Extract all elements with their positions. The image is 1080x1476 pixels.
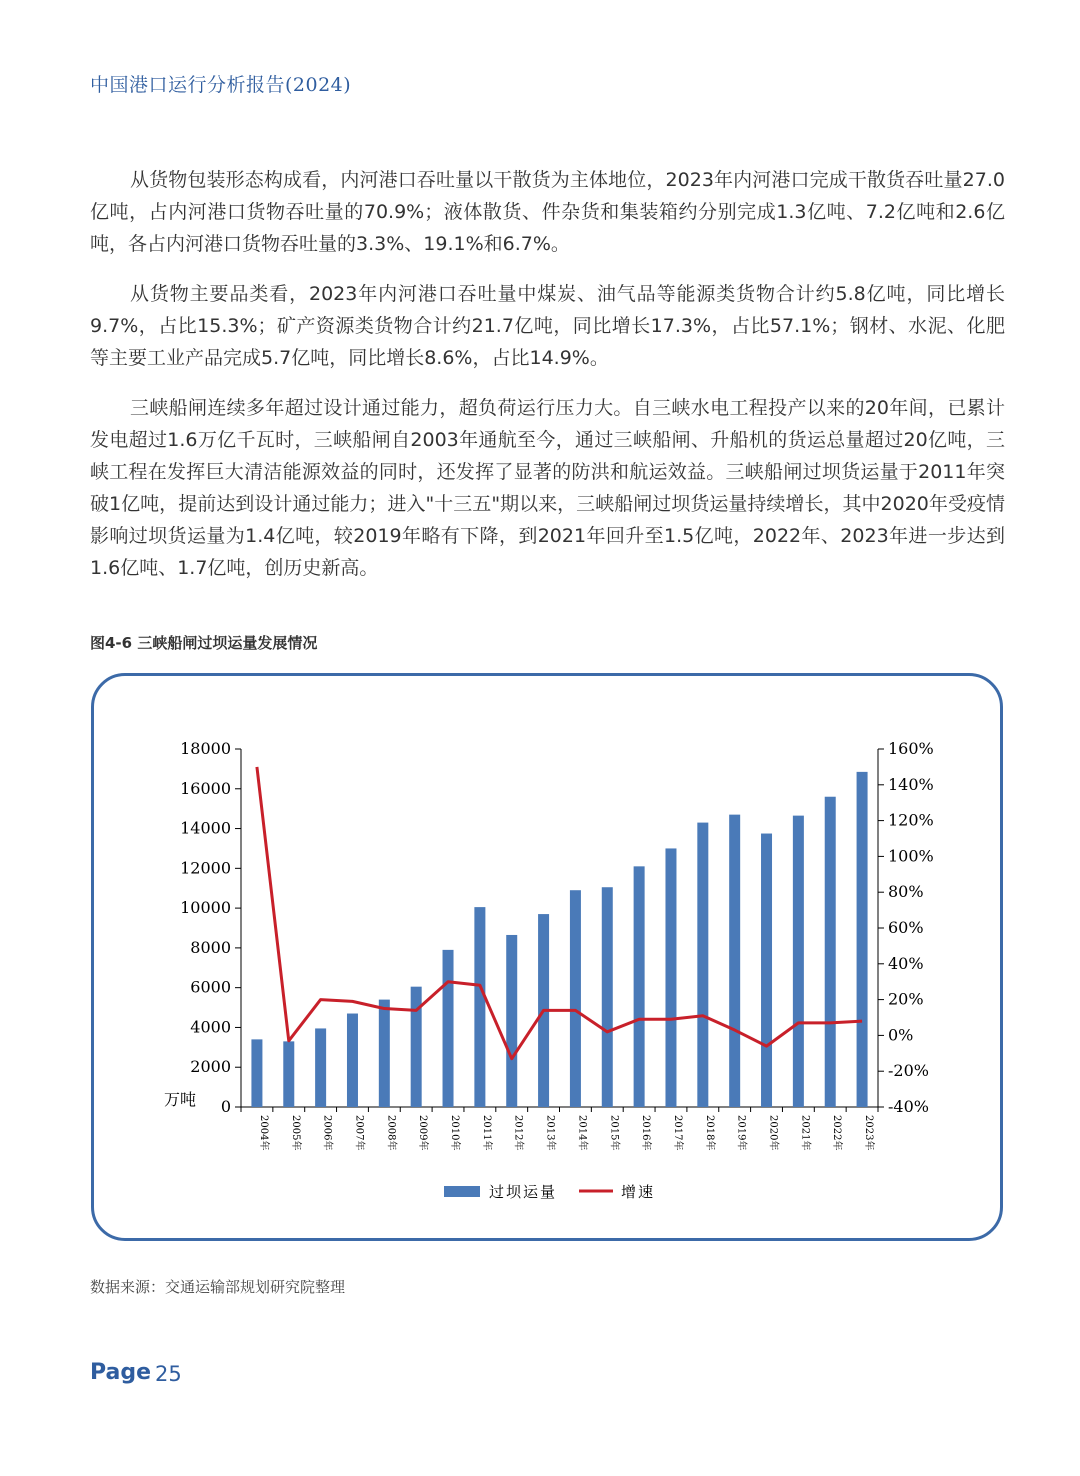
left-tick-label: 0	[220, 1097, 231, 1116]
left-tick-label: 8000	[190, 937, 231, 957]
bar-2017年	[665, 848, 676, 1107]
year-label: 2009年	[417, 1115, 429, 1151]
report-header-title: 中国港口运行分析报告(2024)	[90, 74, 352, 96]
bar-2012年	[506, 935, 517, 1107]
bar-2009年	[411, 987, 422, 1107]
year-label: 2015年	[608, 1115, 620, 1151]
bar-2007年	[347, 1014, 358, 1107]
right-tick-label: 100%	[888, 846, 934, 866]
right-tick-label: 0%	[888, 1025, 914, 1045]
left-tick-label: 2000	[190, 1057, 231, 1077]
year-label: 2023年	[863, 1115, 875, 1151]
year-label: 2022年	[831, 1115, 843, 1151]
bar-2018年	[697, 823, 708, 1107]
bar-2011年	[474, 907, 485, 1107]
year-label: 2019年	[735, 1115, 747, 1151]
right-tick-label: 20%	[888, 989, 924, 1009]
bar-2023年	[857, 772, 868, 1107]
bar-2006年	[315, 1028, 326, 1107]
year-label: 2017年	[671, 1115, 683, 1151]
left-tick-label: 14000	[180, 818, 231, 838]
year-label: 2021年	[799, 1115, 811, 1151]
bar-2015年	[602, 887, 613, 1107]
bar-2010年	[443, 950, 454, 1107]
bar-2022年	[825, 797, 836, 1107]
year-label: 2004年	[257, 1115, 269, 1151]
legend-bar-label: 过坝运量	[489, 1183, 558, 1201]
left-axis-unit-label: 万吨	[164, 1090, 197, 1109]
page-label: Page	[90, 1360, 152, 1385]
left-tick-label: 6000	[190, 977, 231, 997]
left-tick-label: 4000	[190, 1017, 231, 1037]
year-label: 2020年	[767, 1115, 779, 1151]
legend-line-label: 增速	[621, 1183, 656, 1201]
right-axis-ticks	[878, 739, 934, 1116]
year-label: 2010年	[449, 1115, 461, 1151]
left-tick-label: 16000	[180, 778, 231, 798]
bar-2004年	[251, 1039, 262, 1107]
year-label: 2008年	[385, 1115, 397, 1151]
bar-2019年	[729, 815, 740, 1107]
year-label: 2006年	[321, 1115, 333, 1151]
bar-2014年	[570, 890, 581, 1107]
right-tick-label: -40%	[888, 1097, 929, 1116]
paragraph-cargo-categories: 从货物主要品类看，2023年内河港口吞吐量中煤炭、油气品等能源类货物合计约5.8亿吨，同比增长9.7%，占比15.3%；矿产资源类货物合计约21.7亿吨，同比增长17.3%，占比57.1%；钢材、水泥、化肥等主要工业产品完成5.7亿吨，同比增长8.6%，占比14.9%。	[90, 283, 1005, 369]
year-label: 2007年	[353, 1115, 365, 1151]
right-tick-label: 40%	[888, 953, 924, 973]
bar-2005年	[283, 1041, 294, 1107]
bar-2008年	[379, 1000, 390, 1107]
right-tick-label: 80%	[888, 882, 924, 902]
year-label: 2016年	[640, 1115, 652, 1151]
paragraph-three-gorges-lock: 三峡船闸连续多年超过设计通过能力，超负荷运行压力大。自三峡水电工程投产以来的20年间，已累计发电超过1.6万亿千瓦时，三峡船闸自2003年通航至今，通过三峡船闸、升船机的货运总量超过20亿吨，三峡工程在发挥巨大清洁能源效益的同时，还发挥了显著的防洪和航运效益。三峡船闸过坝货运量于2011年突破1亿吨，提前达到设计通过能力；进入"十三五"期以来，三峡船闸过坝货运量持续增长，其中2020年受疫情影响过坝货运量为1.4亿吨，较2019年略有下降，到2021年回升至1.5亿吨，2022年、2023年进一步达到1.6亿吨、1.7亿吨，创历史新高。	[90, 397, 1005, 579]
right-tick-label: 160%	[888, 739, 934, 758]
right-tick-label: -20%	[888, 1061, 929, 1081]
paragraph-cargo-packaging: 从货物包装形态构成看，内河港口吞吐量以干散货为主体地位，2023年内河港口完成干散货吞吐量27.0亿吨，占内河港口货物吞吐量的70.9%；液体散货、件杂货和集装箱约分别完成1.3亿吨、7.2亿吨和2.6亿吨，各占内河港口货物吞吐量的3.3%、19.1%和6.7%。	[90, 169, 1005, 255]
right-tick-label: 140%	[888, 774, 934, 794]
chart-axes	[241, 749, 878, 1107]
left-tick-label: 12000	[180, 858, 231, 878]
right-tick-label: 60%	[888, 918, 924, 937]
figure-caption: 图4-6 三峡船闸过坝运量发展情况	[90, 634, 318, 652]
page-number: 25	[155, 1362, 182, 1386]
three-gorges-chart	[91, 673, 1003, 1241]
year-label: 2013年	[544, 1115, 556, 1151]
bar-series	[251, 772, 867, 1107]
left-tick-label: 18000	[180, 739, 231, 758]
year-label: 2011年	[480, 1115, 492, 1151]
right-tick-label: 120%	[888, 810, 934, 830]
bar-2021年	[793, 816, 804, 1107]
left-tick-label: 10000	[180, 898, 231, 918]
year-label: 2018年	[703, 1115, 715, 1151]
chart-legend	[444, 1183, 655, 1201]
left-axis-ticks	[180, 739, 241, 1116]
bar-2016年	[634, 866, 645, 1107]
bar-2020年	[761, 834, 772, 1107]
data-source-note: 数据来源：交通运输部规划研究院整理	[90, 1278, 346, 1296]
year-label: 2014年	[576, 1115, 588, 1151]
year-label: 2005年	[289, 1115, 301, 1151]
year-label: 2012年	[512, 1115, 524, 1151]
legend-bar-swatch	[444, 1186, 480, 1197]
x-axis-year-labels	[241, 1107, 878, 1150]
